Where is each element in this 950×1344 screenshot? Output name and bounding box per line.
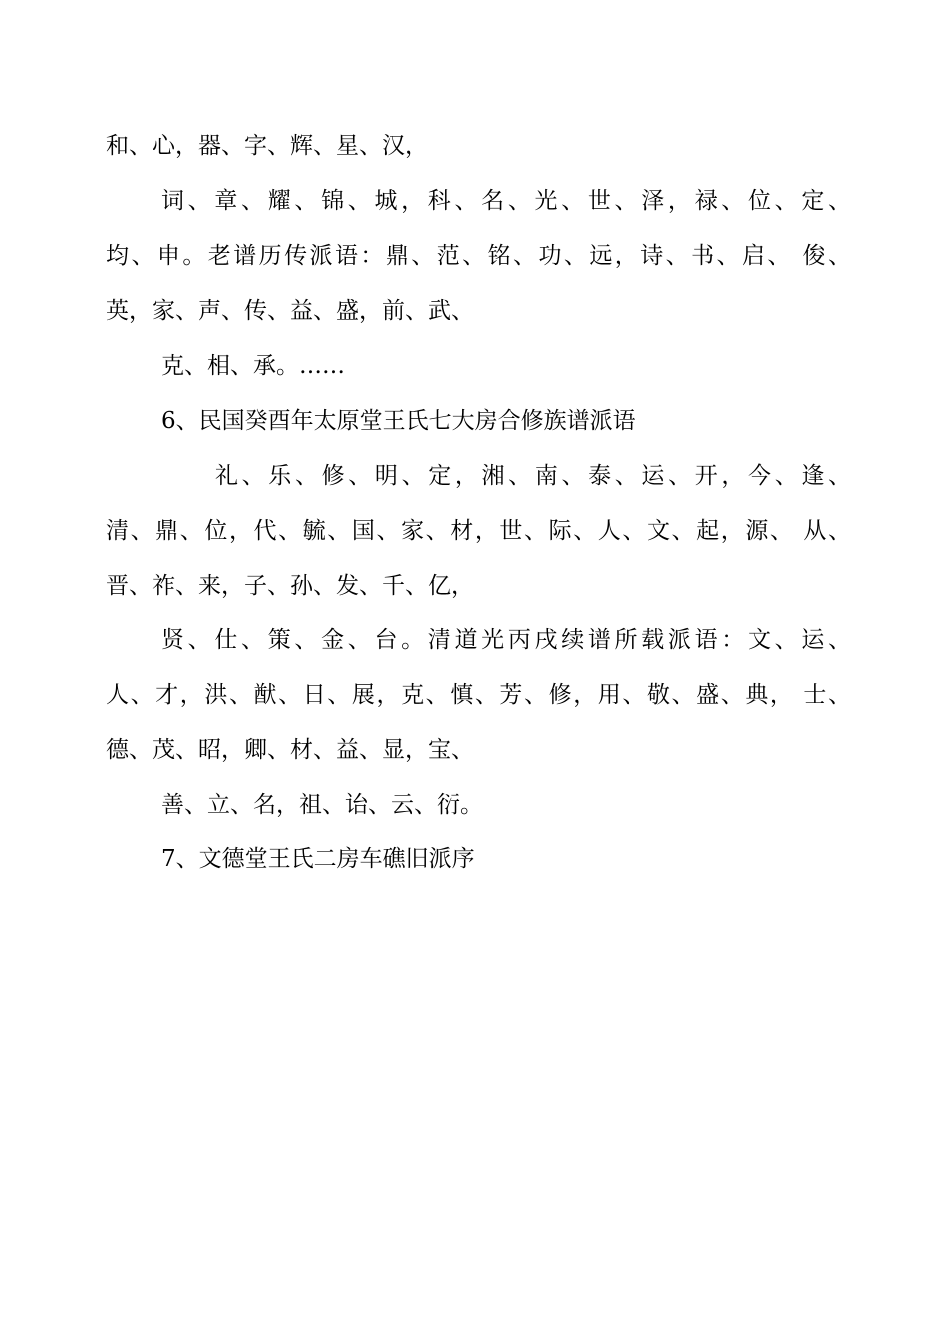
text-line-8: 清、鼎、位，代、毓、国、家、材，世、际、人、文、起，源、 从、	[106, 518, 851, 544]
section-heading-7: 7、文德堂王氏二房车礁旧派序	[161, 846, 475, 872]
text-line-13: 善、立、名，祖、诒、云、衍。	[161, 792, 483, 818]
text-line-5: 克、相、承。……	[161, 353, 345, 379]
text-line-12: 德、茂、昭，卿、材、益、显，宝、	[106, 737, 474, 763]
text-line-10: 贤、仕、策、金、台。清道光丙戌续谱所载派语：文、运、	[161, 627, 851, 653]
text-line-4: 英，家、声、传、益、盛，前、武、	[106, 298, 474, 324]
section-heading-6: 6、民国癸酉年太原堂王氏七大房合修族谱派语	[161, 408, 636, 434]
text-line-3: 均、申。老谱历传派语：鼎、范、铭、功、远，诗、书、启、 俊、	[106, 243, 851, 269]
text-line-2: 词、章、耀、锦、城，科、名、光、世、泽，禄、位、定、	[161, 188, 851, 214]
text-line-7: 礼、乐、修、明、定，湘、南、泰、运、开，今、逢、	[215, 463, 851, 489]
text-line-9: 晋、祚、来，子、孙、发、千、亿，	[106, 573, 474, 599]
text-line-11: 人、才，洪、猷、日、展，克、慎、芳、修，用、敬、盛、典， 士、	[106, 682, 851, 708]
text-line-1: 和、心，器、字、辉、星、汉，	[106, 133, 428, 159]
